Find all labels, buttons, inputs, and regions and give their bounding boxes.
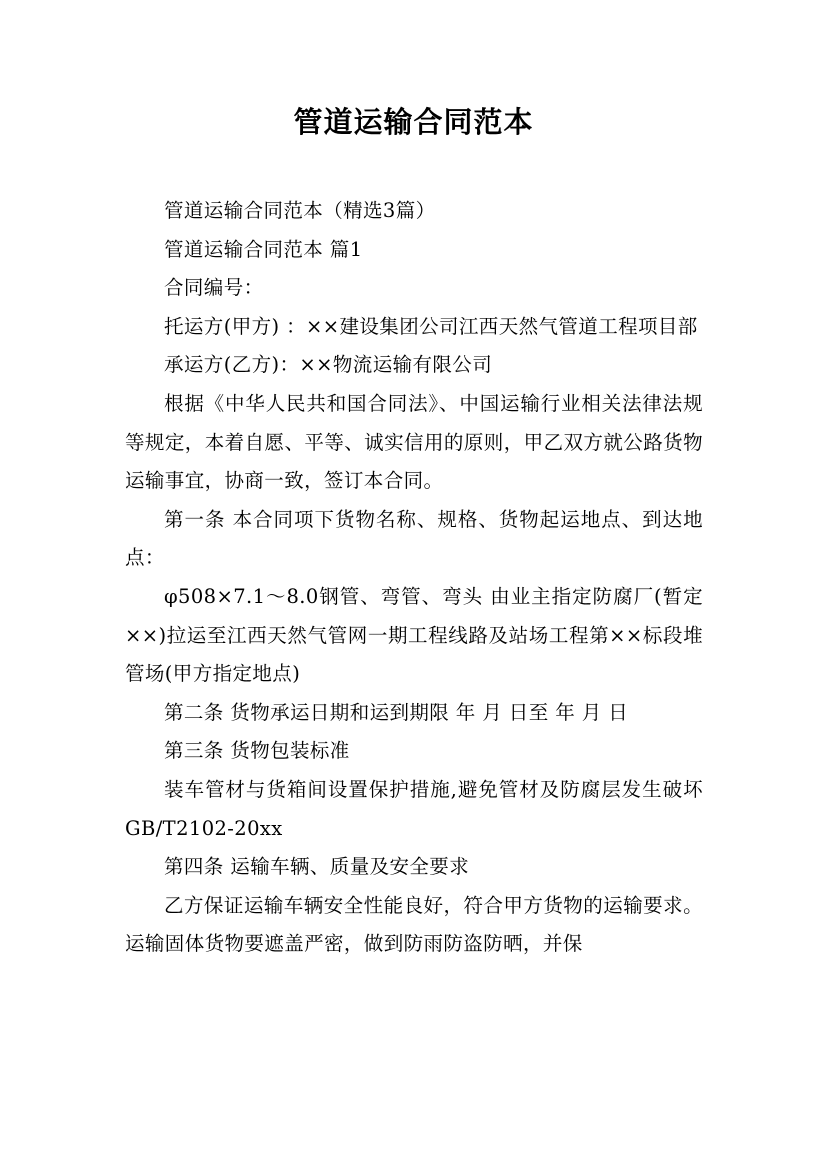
paragraph-party-a: 托运方(甲方) ：××建设集团公司江西天然气管道工程项目部 [164,314,698,338]
document-title: 管道运输合同范本 [293,105,534,139]
paragraph-article-4: 第四条 运输车辆、质量及安全要求 [164,855,470,879]
paragraph-article-1: 第一条 本合同项下货物名称、规格、货物起运地点、到达地点： [125,507,703,570]
paragraph-contract-number: 合同编号： [164,276,264,300]
paragraph-vehicle-requirements: 乙方保证运输车辆安全性能良好，符合甲方货物的运输要求。运输固体货物要遮盖严密，做到防雨防盗防晒，并保 [125,893,703,956]
paragraph-section-heading: 管道运输合同范本 篇1 [164,237,363,261]
paragraph-basis: 根据《中华人民共和国合同法》、中国运输行业相关法律法规等规定，本着自愿、平等、诚实信用的原则，甲乙双方就公路货物运输事宜，协商一致，签订本合同。 [125,391,703,493]
document-body [125,192,703,964]
paragraph-article-3: 第三条 货物包装标准 [164,739,350,763]
paragraph-collection-title: 管道运输合同范本（精选3篇） [164,199,436,222]
paragraph-party-b: 承运方(乙方)：××物流运输有限公司 [164,353,493,377]
paragraph-article-2: 第二条 货物承运日期和运到期限 年 月 日至 年 月 日 [164,700,629,724]
paragraph-packaging-standard: 装车管材与货箱间设置保护措施,避免管材及防腐层发生破坏 GB/T2102-20xx [125,777,703,840]
paragraph-goods-route: φ508×7.1～8.0钢管、弯管、弯头 由业主指定防腐厂(暂定××)拉运至江西天然气管网一期工程线路及站场工程第××标段堆管场(甲方指定地点) [125,584,703,686]
